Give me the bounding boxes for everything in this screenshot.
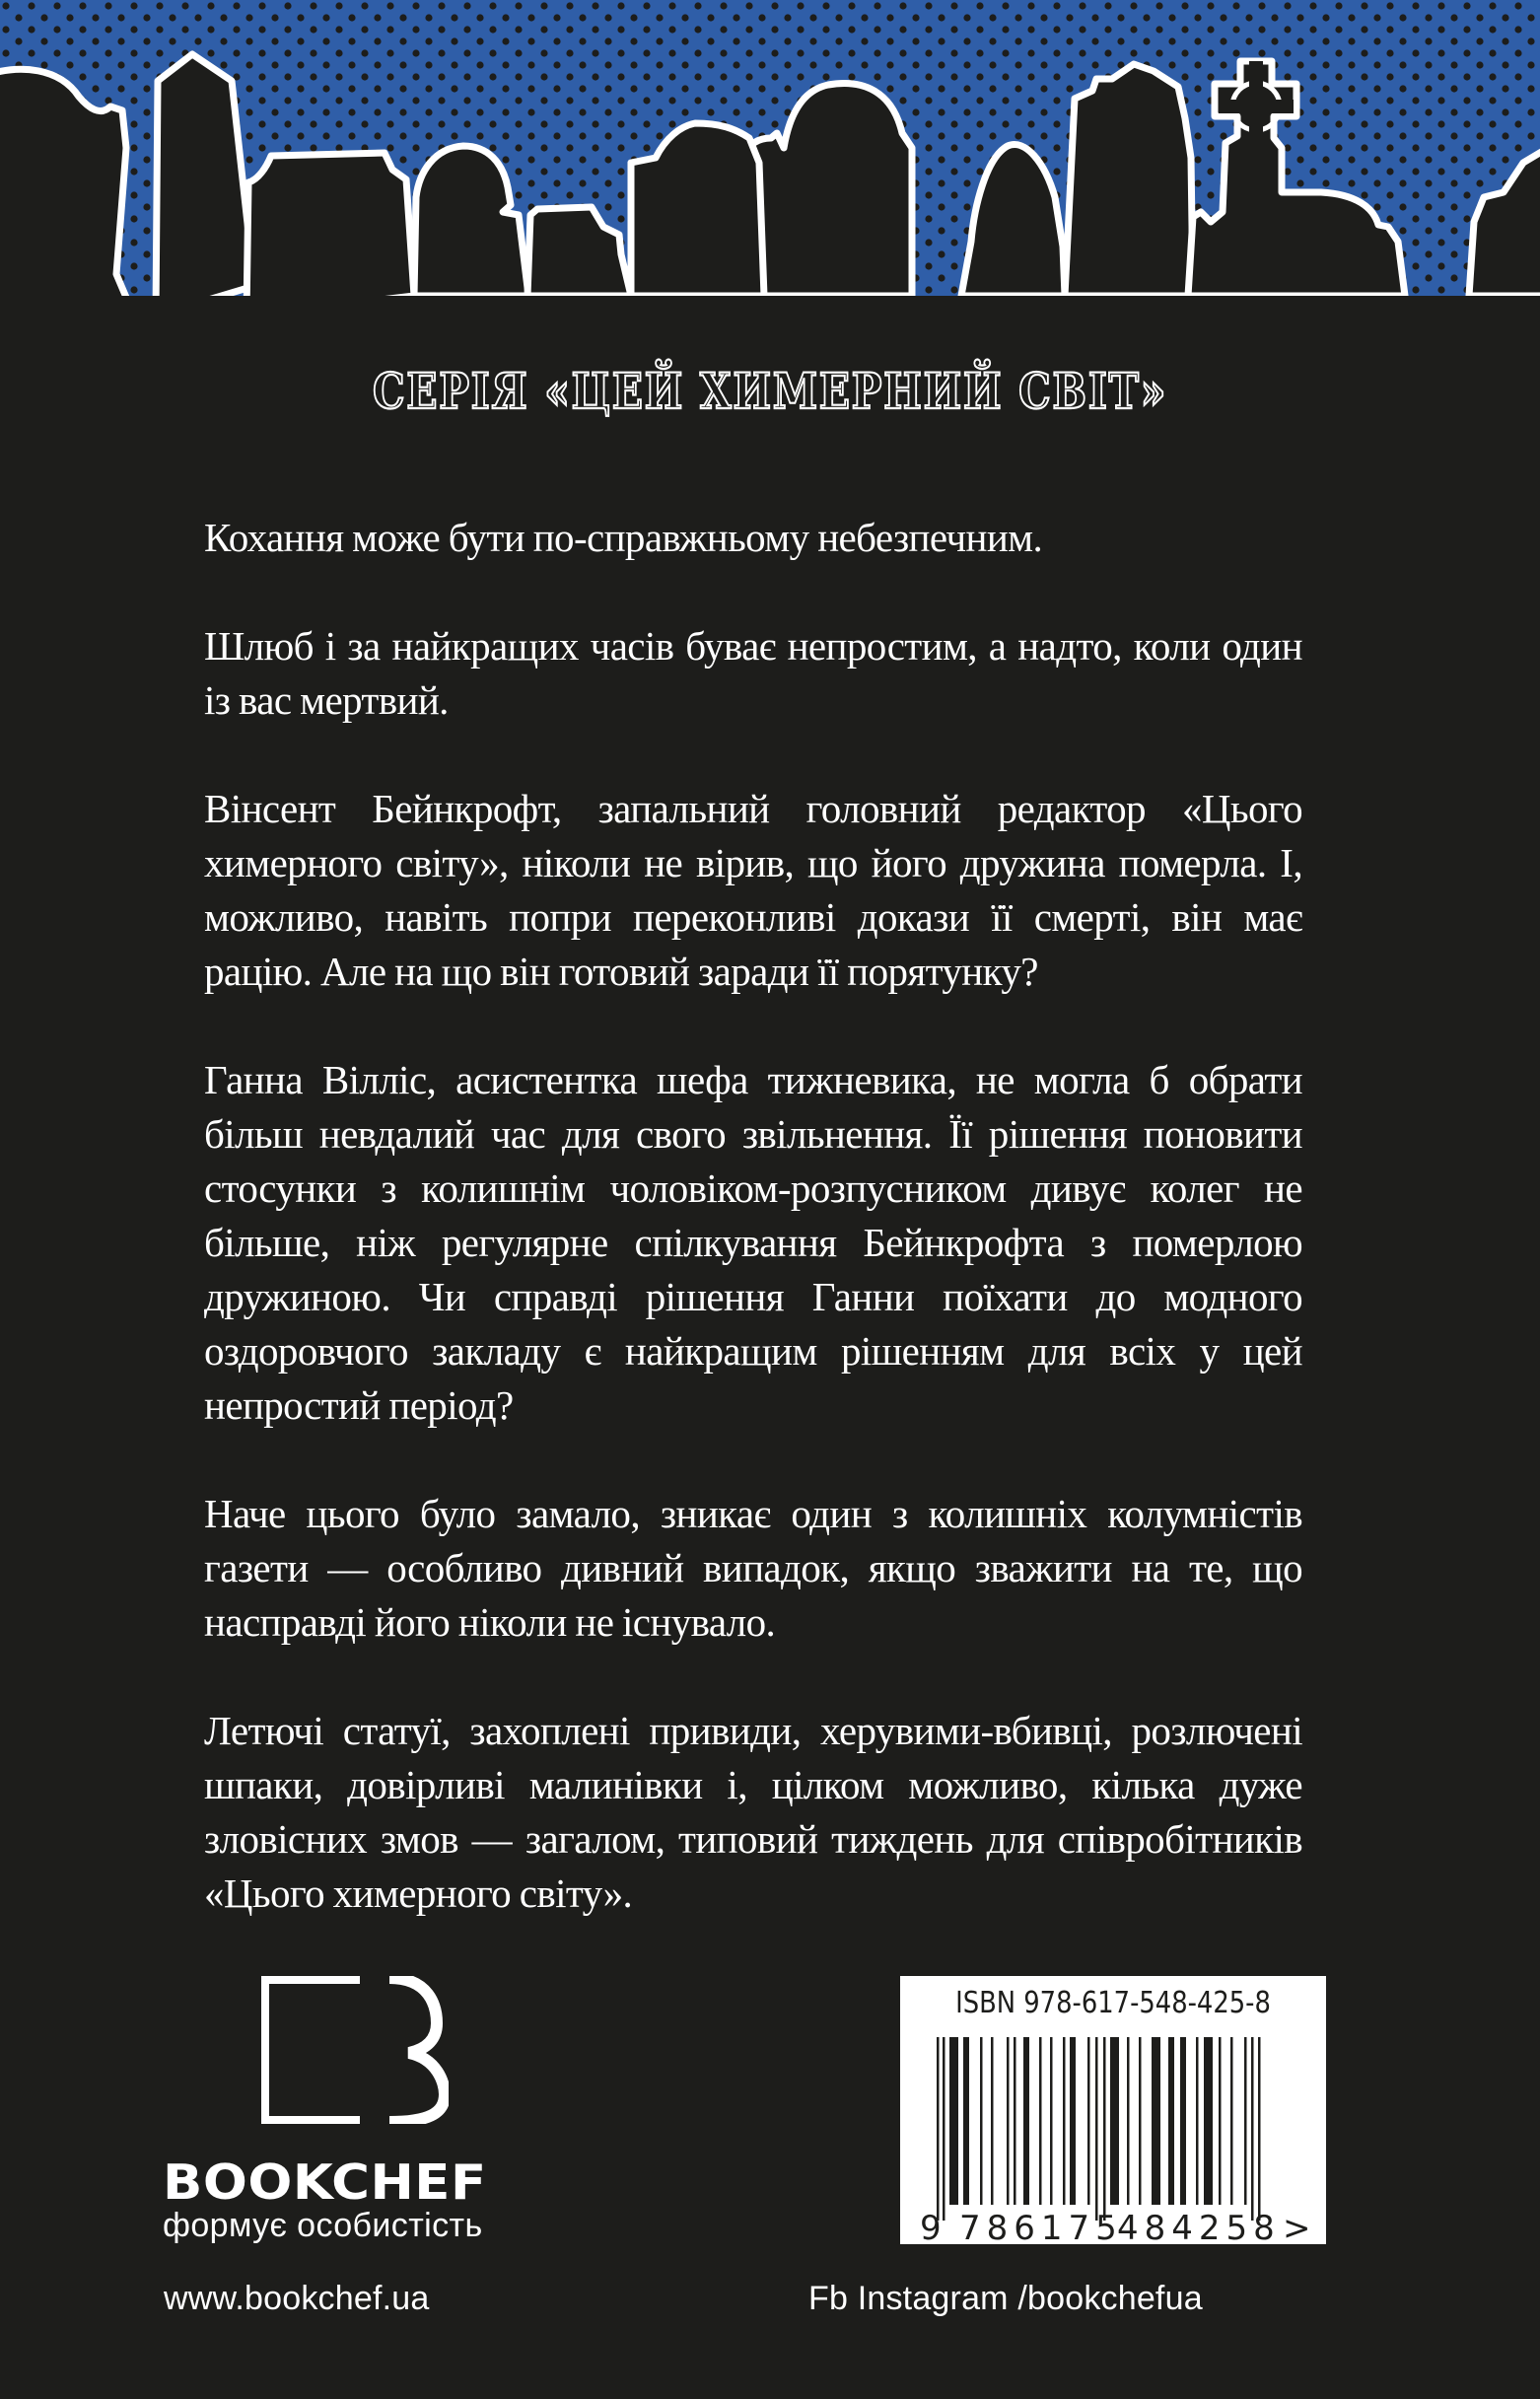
barcode-left-digits: 786175 — [959, 2209, 1123, 2244]
blurb — [204, 511, 1302, 1975]
publisher-slogan: формує особистість — [163, 2207, 483, 2244]
bookchef-logo-icon — [261, 1976, 449, 2124]
flat-tombstone — [246, 153, 414, 316]
blurb-paragraph: Ганна Вілліс, асистентка шефа тижневика, не могла б обрати більш невдалий час для свого звільнення. Її рішення поновити стосунки з колишнім чоловіком-розпусником дивує колег не більше, ніж регулярне спілкування Бейнкрофта з померлою дружиною. Чи справді рішення Ганни поїхати до модного оздоровчого закладу є найкращим рішенням для всіх у цей непростий період? — [204, 1057, 1302, 1428]
barcode-first-digit: 9 — [920, 2209, 942, 2244]
social-links[interactable]: Fb Instagram /bookchefua — [808, 2280, 1203, 2317]
barcode-quiet-marker: > — [1283, 2209, 1311, 2244]
blurb-paragraph: Вінсент Бейнкрофт, запальний головний редактор «Цього химерного світу», ніколи не вірив, що його дружина померла. І, можливо, навіть попри переконливі докази її смерті, він має рацію. Але на що він готовий заради її порятунку? — [204, 786, 1302, 994]
blurb-paragraph: Шлюб і за найкращих часів буває непростим, а надто, коли один із вас мертвий. — [204, 623, 1302, 723]
barcode-right-digits: 484258 — [1117, 2209, 1281, 2244]
cemetery-skyline-illustration — [0, 0, 1540, 335]
isbn-label: ISBN 978-617-548-425-8 — [955, 1986, 1271, 2020]
website-link[interactable]: www.bookchef.ua — [164, 2280, 430, 2317]
blurb-paragraph: Кохання може бути по-справжньому небезпечним. — [204, 515, 1043, 560]
tall-flat-tombstone — [1065, 64, 1193, 296]
barcode-icon — [900, 2035, 1326, 2244]
blurb-paragraph: Наче цього було замало, зникає один з колишніх колумністів газети — особливо дивний випадок, якщо зважити на те, що насправді його ніколи не існувало. — [204, 1491, 1302, 1645]
ground — [0, 296, 1540, 335]
publisher-name: BOOKCHEF — [163, 2154, 487, 2211]
blurb-paragraph: Летючі статуї, захоплені привиди, херувими-вбивці, розлючені шпаки, довірливі малинівки і, цілком можливо, кілька дуже зловісних змов — загалом, типовий тиждень для співробітників «Цього химерного світу». — [204, 1708, 1302, 1916]
isbn-barcode — [900, 1976, 1326, 2244]
series-title: СЕРІЯ «ЦЕЙ ХИМЕРНИЙ СВІТ» — [373, 362, 1167, 420]
left-stone — [0, 69, 133, 335]
